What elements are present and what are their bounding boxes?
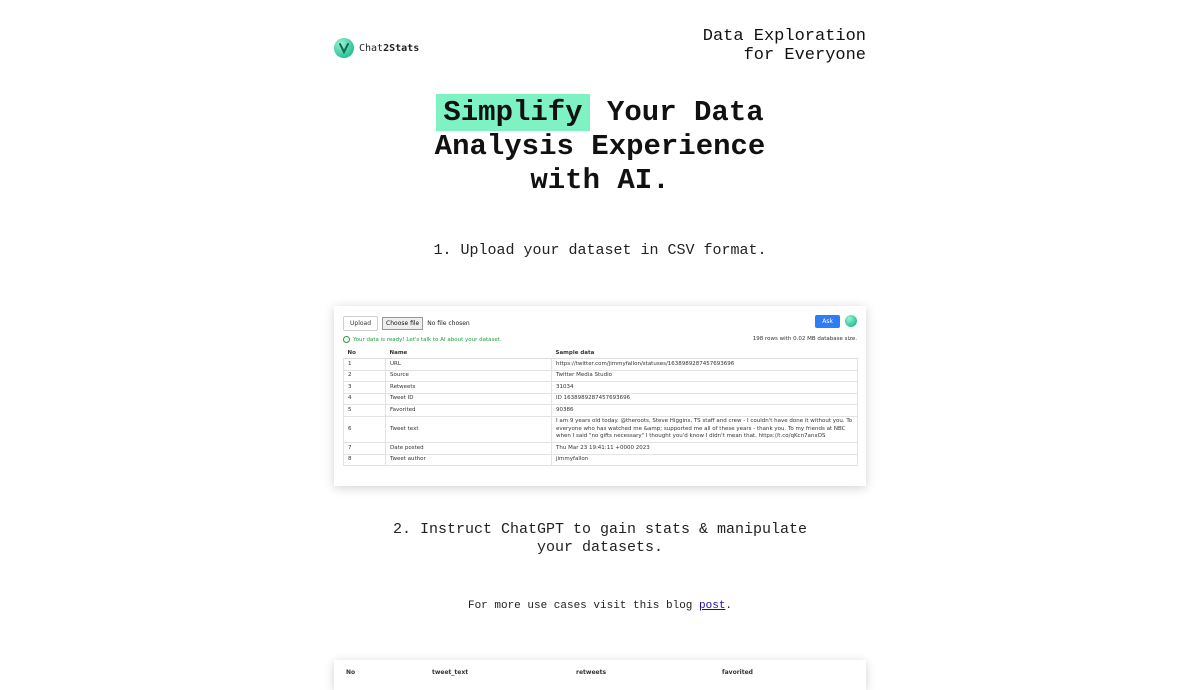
cell-sample: jimmyfallon	[552, 454, 858, 466]
table-row	[344, 443, 858, 455]
cell-sample: 90386	[552, 405, 858, 417]
upload-button[interactable]: Upload	[343, 316, 378, 331]
cell-no: 4	[344, 393, 386, 405]
cell-no: 1	[344, 359, 386, 371]
cell-sample: I am 9 years old today. @theroots, Steve Higgins, TS staff and crew - I couldn't have done it without you. To everyone who has watched me &amp; supported me all of these years - thank you. To my friends at NBC when I said "no gifts necessary" I thought you'd know I didn't mean that. https://t.co/qKcn7anxOS	[552, 416, 858, 443]
table-row	[344, 416, 858, 443]
column-header: No	[344, 348, 386, 359]
rows-info: 198 rows with 0.02 MB database size.	[752, 336, 857, 342]
tagline-line-1: Data Exploration	[702, 27, 866, 46]
cell-name: Date posted	[386, 443, 552, 455]
column-header: Sample data	[552, 348, 858, 359]
cell-name: Tweet ID	[386, 393, 552, 405]
hero-line-1-rest: Your Data	[589, 96, 764, 129]
upload-toolbar	[343, 316, 470, 331]
cell-sample: Thu Mar 23 19:41:11 +0000 2023	[552, 443, 858, 455]
blog-post-link[interactable]: post	[699, 600, 726, 612]
logo-icon	[334, 38, 354, 58]
no-file-text: No file chosen	[427, 320, 470, 327]
ask-button[interactable]: Ask	[815, 315, 840, 328]
column-header: No	[346, 669, 356, 676]
cell-sample: 31034	[552, 382, 858, 394]
cell-no: 6	[344, 416, 386, 443]
choose-file-button[interactable]: Choose file	[382, 317, 423, 330]
cell-sample: Twitter Media Studio	[552, 370, 858, 382]
cell-sample: https://twitter.com/jimmyfallon/statuses/1638989287457693696	[552, 359, 858, 371]
demo-screenshot-card	[334, 306, 866, 486]
hero-title	[0, 96, 1200, 198]
table-header-row	[344, 348, 858, 359]
demo-screenshot-card-2	[334, 660, 866, 690]
table-row	[344, 393, 858, 405]
cell-no: 8	[344, 454, 386, 466]
table-row	[344, 359, 858, 371]
cell-no: 3	[344, 382, 386, 394]
step-2-line-2: your datasets.	[536, 539, 664, 556]
cell-no: 5	[344, 405, 386, 417]
cell-name: Source	[386, 370, 552, 382]
ready-message: Your data is ready! Let's talk to AI about your dataset.	[343, 336, 502, 343]
blog-text: For more use cases visit this blog	[467, 600, 700, 612]
hero-line-3: with AI.	[530, 164, 670, 197]
step-1: 1. Upload your dataset in CSV format.	[433, 242, 767, 259]
cell-name: URL	[386, 359, 552, 371]
table-row	[344, 382, 858, 394]
table-row	[344, 405, 858, 417]
brand-name: Chat2Stats	[359, 42, 420, 54]
column-header: favorited	[722, 669, 753, 676]
avatar-icon	[845, 315, 857, 327]
cell-name: Retweets	[386, 382, 552, 394]
cell-name: Tweet author	[386, 454, 552, 466]
columns-table	[343, 348, 858, 466]
tagline-line-2: for Everyone	[743, 46, 866, 65]
check-circle-icon	[343, 336, 350, 343]
step-2-line-1: 2. Instruct ChatGPT to gain stats & manipulate	[392, 521, 808, 538]
column-header: Name	[386, 348, 552, 359]
tagline	[703, 27, 866, 65]
cell-no: 7	[344, 443, 386, 455]
cell-no: 2	[344, 370, 386, 382]
brand[interactable]	[334, 38, 419, 58]
table-row	[344, 454, 858, 466]
hero-line-2: Analysis Experience	[434, 130, 766, 163]
cell-name: Favorited	[386, 405, 552, 417]
step-2	[0, 521, 1200, 557]
hero-highlight: Simplify	[436, 94, 589, 131]
column-header: tweet_text	[432, 669, 469, 676]
blog-note	[0, 600, 1200, 612]
blog-suffix: .	[725, 600, 733, 612]
column-header: retweets	[576, 669, 607, 676]
table-row	[344, 370, 858, 382]
cell-sample: ID 1638989287457693696	[552, 393, 858, 405]
cell-name: Tweet text	[386, 416, 552, 443]
